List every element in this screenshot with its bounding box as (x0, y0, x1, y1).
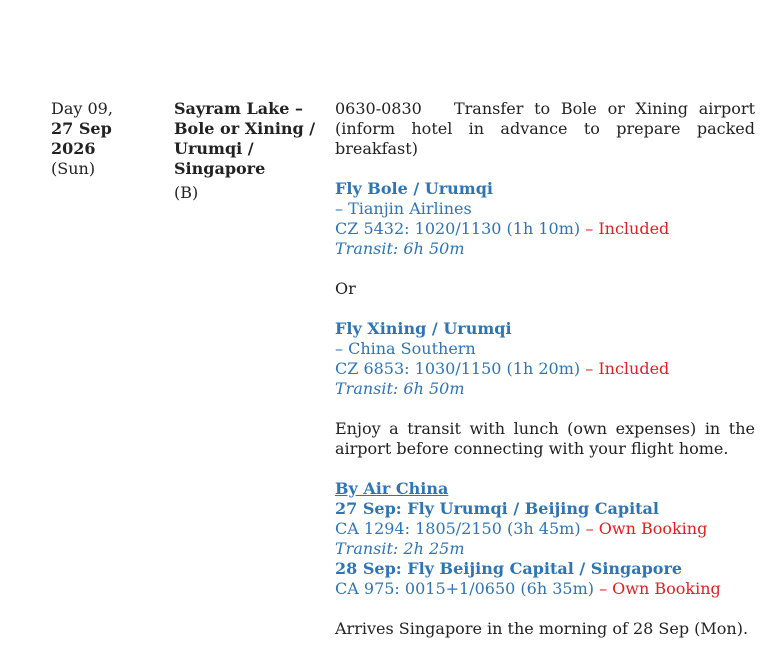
route-column (174, 99, 324, 203)
option2-status: – Included (580, 359, 670, 378)
arrival-note: Arrives Singapore in the morning of 28 Sep (Mon). (335, 619, 749, 638)
option1-title: Fly Bole / Urumqi (335, 179, 493, 198)
option1-flight: CZ 5432: 1020/1130 (1h 10m) (335, 219, 581, 238)
itinerary-details (335, 99, 761, 639)
day-year: 2026 (51, 139, 96, 158)
leg1-flight-row (335, 519, 755, 539)
day-weekday: (Sun) (51, 159, 96, 178)
day-date: 27 Sep (51, 119, 112, 138)
transfer-note: 0630-0830 Transfer to Bole or Xining airport (inform hotel in advance to prepare packed breakfast) (335, 99, 761, 158)
lunch-note: Enjoy a transit with lunch (own expenses) in the airport before connecting with your flight home. (335, 419, 755, 458)
leg2-flight-row (335, 579, 755, 599)
route-line-1: Sayram Lake – (174, 99, 303, 118)
leg2-title: 28 Sep: Fly Beijing Capital / Singapore (335, 559, 683, 578)
day-label: Day 09, (51, 99, 113, 118)
option1-transit: Transit: 6h 50m (335, 239, 465, 258)
leg2-status: – Own Booking (593, 579, 721, 598)
option2-flight-row (335, 359, 755, 379)
option1-flight-row (335, 219, 755, 239)
air-china-heading: By Air China (335, 479, 449, 498)
day-column (51, 99, 161, 179)
leg1-flight: CA 1294: 1805/2150 (3h 45m) (335, 519, 581, 538)
option1-airline: – Tianjin Airlines (335, 199, 472, 218)
option2-transit: Transit: 6h 50m (335, 379, 465, 398)
option2-flight: CZ 6853: 1030/1150 (1h 20m) (335, 359, 581, 378)
leg1-status: – Own Booking (580, 519, 708, 538)
option2-airline: – China Southern (335, 339, 476, 358)
option2-title: Fly Xining / Urumqi (335, 319, 512, 338)
route-line-4: Singapore (174, 159, 266, 178)
or-separator: Or (335, 279, 356, 298)
leg2-flight: CA 975: 0015+1/0650 (6h 35m) (335, 579, 594, 598)
meals-included: (B) (174, 183, 199, 202)
option1-status: – Included (580, 219, 670, 238)
route-line-2: Bole or Xining / (174, 119, 316, 138)
route-line-3: Urumqi / (174, 139, 254, 158)
leg1-transit: Transit: 2h 25m (335, 539, 465, 558)
leg1-title: 27 Sep: Fly Urumqi / Beijing Capital (335, 499, 659, 518)
